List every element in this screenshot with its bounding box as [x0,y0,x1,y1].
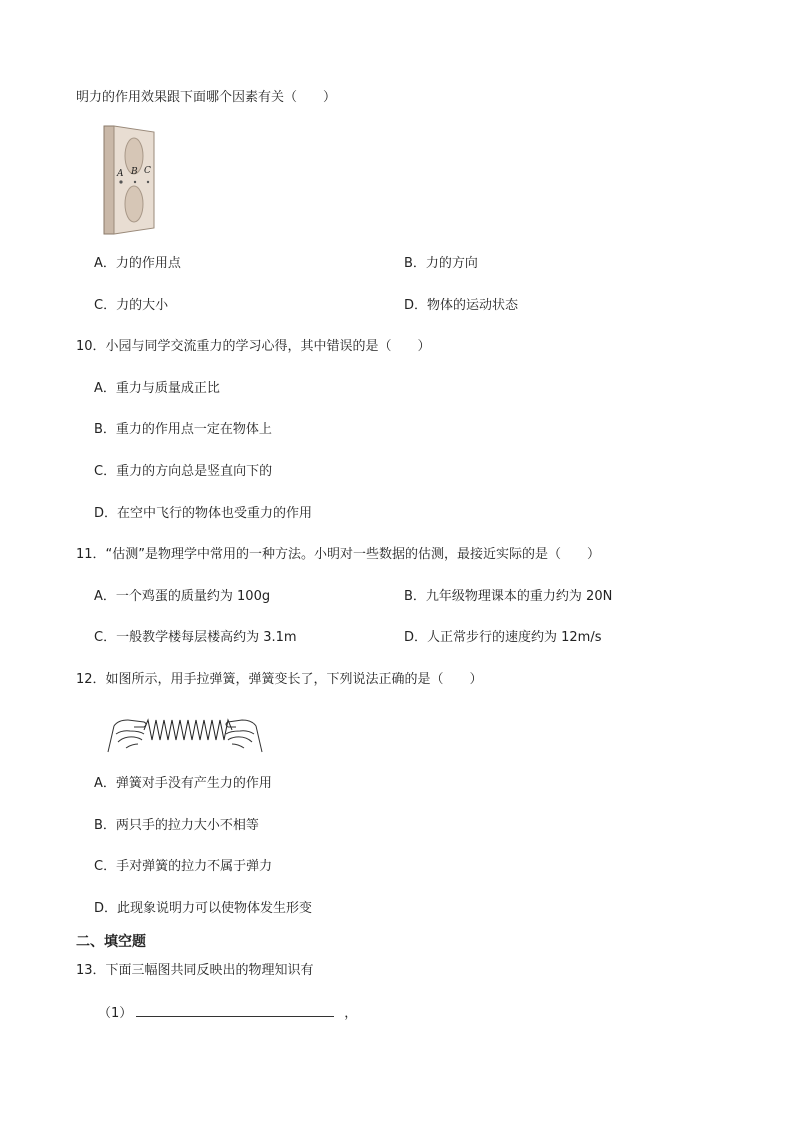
q9-stem: 明力的作用效果跟下面哪个因素有关（ ） [76,90,337,105]
section-title-fill-in: 二、填空题 [76,934,146,950]
q12-option-d[interactable]: D．此现象说明力可以使物体发生形变 [94,901,313,916]
spring-hands-figure [104,712,266,756]
q11-option-c[interactable]: C．一般教学楼每层楼高约为 3.1m [94,630,297,645]
door-label-c: C [144,166,151,176]
q13-blank-1-suffix: ， [344,1006,358,1021]
q12-option-c[interactable]: C．手对弹簧的拉力不属于弹力 [94,859,273,874]
door-figure [102,124,158,236]
q13-blank-1-prefix: （1） [98,1006,133,1021]
q10-option-a[interactable]: A．重力与质量成正比 [94,381,220,396]
q12-stem: 12．如图所示，用手拉弹簧，弹簧变长了，下列说法正确的是（ ） [76,672,483,687]
q13-blank-1-row [98,1004,357,1023]
q11-option-d[interactable]: D．人正常步行的速度约为 12m/s [404,630,602,645]
q12-option-b[interactable]: B．两只手的拉力大小不相等 [94,818,259,833]
q9-option-a[interactable]: A．力的作用点 [94,256,181,271]
q13-stem: 13．下面三幅图共同反映出的物理知识有 [76,963,314,978]
q13-blank-1[interactable] [136,1004,334,1017]
q11-stem: 11．“估测”是物理学中常用的一种方法。小明对一些数据的估测，最接近实际的是（ ） [76,547,601,562]
q9-option-b[interactable]: B．力的方向 [404,256,478,271]
q12-option-a[interactable]: A．弹簧对手没有产生力的作用 [94,776,272,791]
q10-option-d[interactable]: D．在空中飞行的物体也受重力的作用 [94,506,313,521]
door-label-a: A [117,169,124,179]
q10-option-c[interactable]: C．重力的方向总是竖直向下的 [94,464,273,479]
q11-option-b[interactable]: B．九年级物理课本的重力约为 20N [404,589,613,604]
q9-option-c[interactable]: C．力的大小 [94,298,169,313]
q10-stem: 10．小园与同学交流重力的学习心得，其中错误的是（ ） [76,339,431,354]
door-label-b: B [131,167,138,177]
q9-option-d[interactable]: D．物体的运动状态 [404,298,519,313]
q10-option-b[interactable]: B．重力的作用点一定在物体上 [94,422,272,437]
q11-option-a[interactable]: A．一个鸡蛋的质量约为 100g [94,589,271,604]
